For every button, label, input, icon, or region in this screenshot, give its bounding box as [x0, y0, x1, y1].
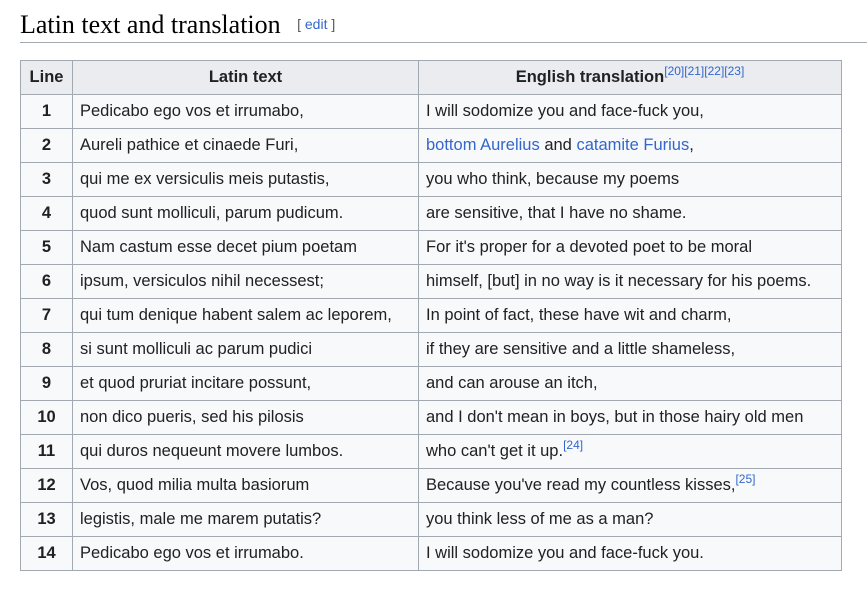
- latin-cell: si sunt molliculi ac parum pudici: [73, 333, 419, 367]
- table-row: [21, 401, 842, 435]
- header-english-label: English translation: [515, 68, 665, 86]
- english-cell: and can arouse an itch,: [419, 367, 842, 401]
- english-cell: In point of fact, these have wit and charm,: [419, 299, 842, 333]
- table-row: [21, 367, 842, 401]
- edit-bracket-open: [: [297, 16, 301, 32]
- latin-cell: qui me ex versiculis meis putastis,: [73, 163, 419, 197]
- table-row: [21, 299, 842, 333]
- table-row: [21, 265, 842, 299]
- edit-link[interactable]: edit: [304, 16, 328, 32]
- line-number: 9: [21, 367, 73, 401]
- table-row: [21, 469, 842, 503]
- table-row: [21, 231, 842, 265]
- line-number: 14: [21, 537, 73, 571]
- line-number: 11: [21, 435, 73, 469]
- latin-cell: et quod pruriat incitare possunt,: [73, 367, 419, 401]
- line-number: 3: [21, 163, 73, 197]
- english-text: who can't get it up.: [426, 442, 564, 460]
- table-row: [21, 435, 842, 469]
- english-cell: if they are sensitive and a little shameless,: [419, 333, 842, 367]
- english-text-and: and: [539, 136, 577, 154]
- line-number: 6: [21, 265, 73, 299]
- latin-cell: ipsum, versiculos nihil necessest;: [73, 265, 419, 299]
- table-row: [21, 95, 842, 129]
- latin-cell: legistis, male me marem putatis?: [73, 503, 419, 537]
- english-cell: I will sodomize you and face-fuck you,: [419, 95, 842, 129]
- line-number: 8: [21, 333, 73, 367]
- citation-link[interactable]: [21]: [684, 64, 705, 78]
- line-number: 7: [21, 299, 73, 333]
- english-cell: and I don't mean in boys, but in those hairy old men: [419, 401, 842, 435]
- latin-cell: qui tum denique habent salem ac leporem,: [73, 299, 419, 333]
- english-cell: [419, 469, 842, 503]
- english-cell: you think less of me as a man?: [419, 503, 842, 537]
- latin-cell: Pedicabo ego vos et irrumabo.: [73, 537, 419, 571]
- english-cell: [419, 435, 842, 469]
- table-row: [21, 163, 842, 197]
- citation-ref: [735, 472, 755, 486]
- english-cell: [419, 129, 842, 163]
- table-row: [21, 503, 842, 537]
- english-text-comma: ,: [689, 136, 694, 154]
- translation-table: [20, 60, 842, 571]
- section-title: Latin text and translation: [20, 10, 281, 39]
- latin-cell: quod sunt molliculi, parum pudicum.: [73, 197, 419, 231]
- table-row: [21, 537, 842, 571]
- header-latin: Latin text: [73, 61, 419, 95]
- line-number: 2: [21, 129, 73, 163]
- line-number: 13: [21, 503, 73, 537]
- latin-cell: Aureli pathice et cinaede Furi,: [73, 129, 419, 163]
- citation-ref: [563, 438, 583, 452]
- citation-link[interactable]: [23]: [724, 64, 745, 78]
- section-heading-bar: [20, 8, 867, 43]
- line-number: 4: [21, 197, 73, 231]
- line-number: 12: [21, 469, 73, 503]
- english-cell: you who think, because my poems: [419, 163, 842, 197]
- table-header-row: [21, 61, 842, 95]
- table-row: [21, 129, 842, 163]
- line-number: 1: [21, 95, 73, 129]
- latin-cell: qui duros nequeunt movere lumbos.: [73, 435, 419, 469]
- line-number: 5: [21, 231, 73, 265]
- latin-cell: Vos, quod milia multa basiorum: [73, 469, 419, 503]
- latin-cell: Pedicabo ego vos et irrumabo,: [73, 95, 419, 129]
- header-english-refs: [664, 64, 744, 78]
- edit-section: [297, 16, 335, 32]
- english-text: Because you've read my countless kisses,: [426, 476, 736, 494]
- citation-link[interactable]: [22]: [704, 64, 725, 78]
- english-cell: For it's proper for a devoted poet to be moral: [419, 231, 842, 265]
- citation-link[interactable]: [20]: [664, 64, 685, 78]
- latin-cell: non dico pueris, sed his pilosis: [73, 401, 419, 435]
- header-english: [419, 61, 842, 95]
- edit-bracket-close: ]: [331, 16, 336, 32]
- bottom-aurelius-link[interactable]: bottom Aurelius: [426, 136, 540, 154]
- header-line: Line: [21, 61, 73, 95]
- citation-link[interactable]: [25]: [735, 472, 756, 486]
- english-cell: I will sodomize you and face-fuck you.: [419, 537, 842, 571]
- line-number: 10: [21, 401, 73, 435]
- table-row: [21, 333, 842, 367]
- english-cell: himself, [but] in no way is it necessary for his poems.: [419, 265, 842, 299]
- citation-link[interactable]: [24]: [563, 438, 584, 452]
- english-cell: are sensitive, that I have no shame.: [419, 197, 842, 231]
- latin-cell: Nam castum esse decet pium poetam: [73, 231, 419, 265]
- table-row: [21, 197, 842, 231]
- catamite-furius-link[interactable]: catamite Furius: [576, 136, 690, 154]
